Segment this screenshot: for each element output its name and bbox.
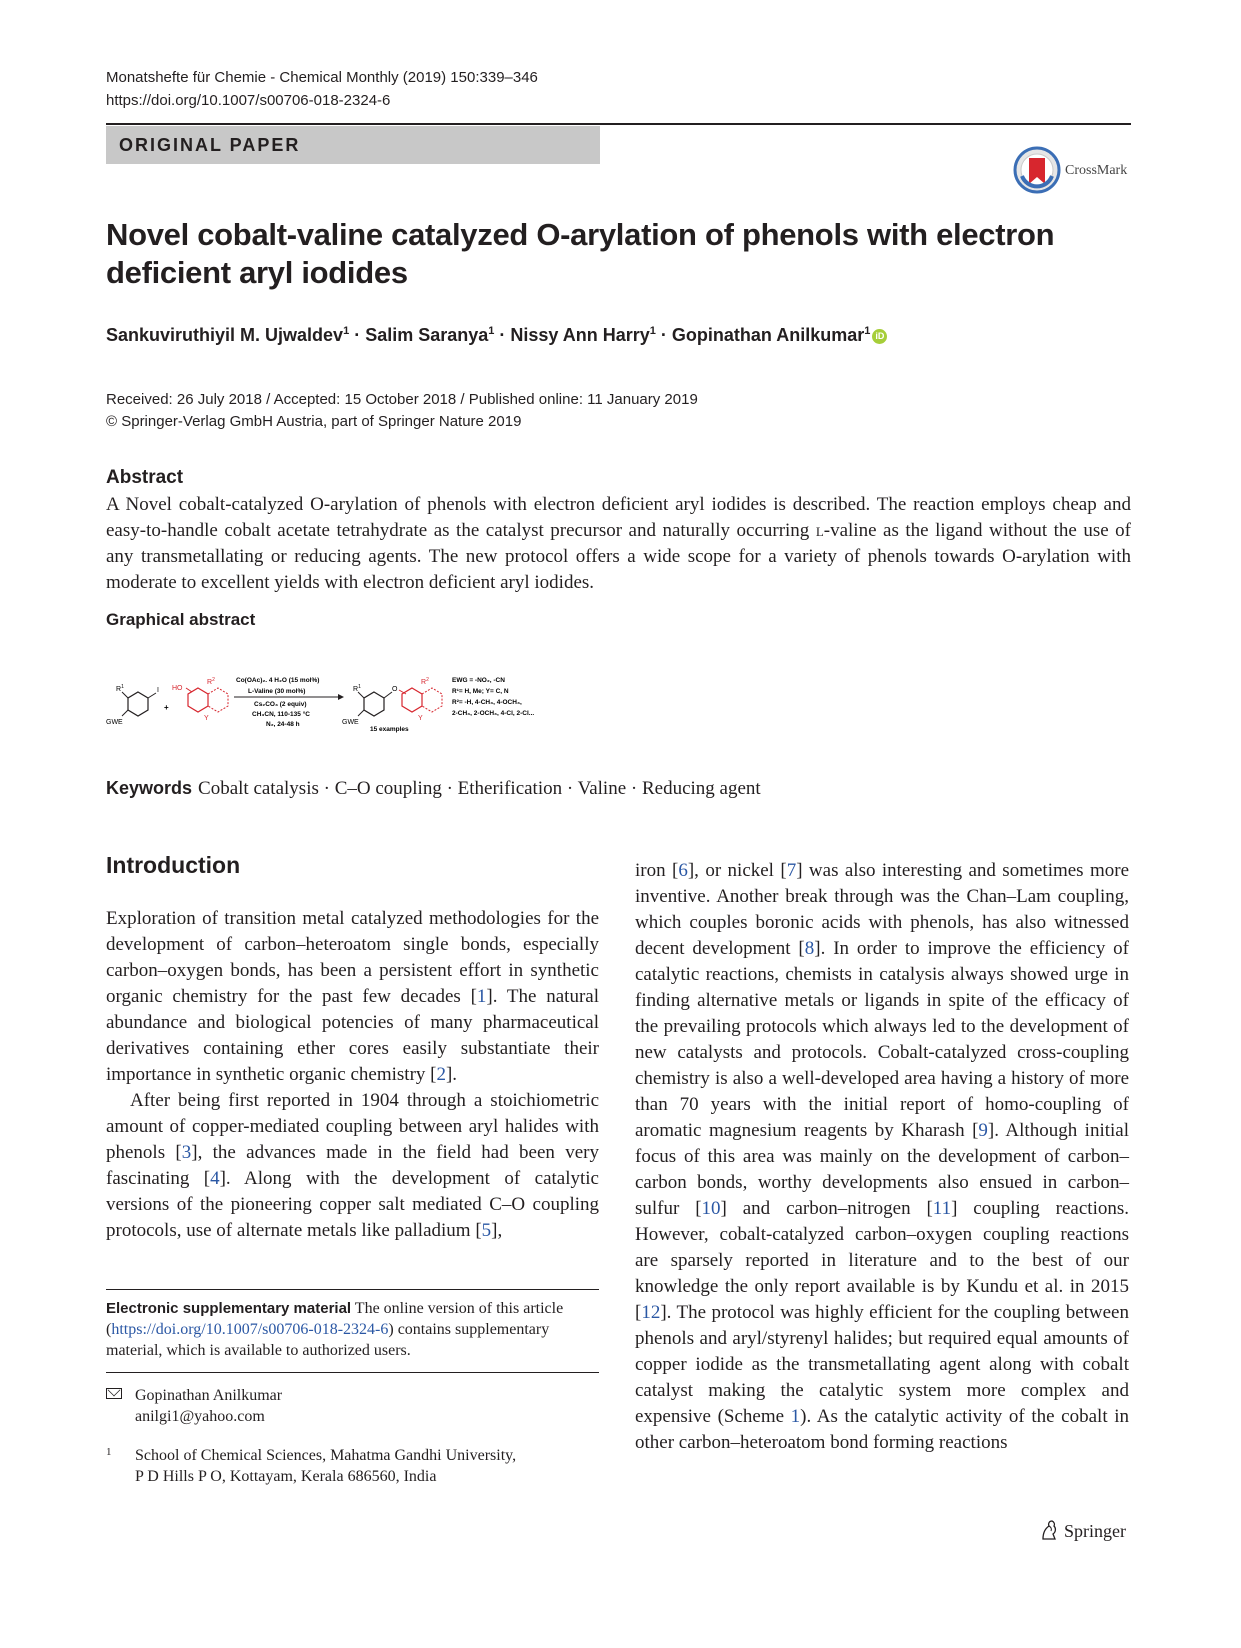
product-phenol-ring [402, 688, 422, 712]
citation-link[interactable]: 5 [481, 1220, 492, 1241]
graphical-abstract-scheme [106, 668, 606, 748]
citation-link[interactable]: 8 [804, 938, 815, 959]
introduction-heading: Introduction [106, 852, 241, 878]
author-name: Gopinathan Anilkumar [671, 325, 865, 345]
citation-link[interactable]: 6 [678, 860, 688, 881]
examples-count: 15 examples [370, 726, 409, 733]
citation-link[interactable]: 7 [786, 860, 797, 881]
author-affiliation: 1 [343, 325, 350, 337]
abstract-part: -valine as the ligand without the use of any transmetallating or reducing agents. The new protocol offers a wide scope for a variety of phenols towards O-arylation with moderate to excellent yields with electron deficient aryl iodides. [106, 520, 1131, 593]
phenol-ring [188, 688, 208, 712]
condition-catalyst: Co(OAc)₂. 4 H₂O (15 mol%) [236, 677, 320, 684]
graphical-abstract-heading: Graphical abstract [106, 610, 256, 629]
section-label: ORIGINAL PAPER [106, 126, 600, 164]
r2-label: $R^2$ [207, 677, 215, 686]
abstract-heading: Abstract [106, 467, 184, 488]
article-dates [106, 389, 698, 433]
abstract-l-prefix: l [815, 520, 824, 541]
condition-atmosphere: N₂, 24-48 h [266, 721, 300, 728]
author-separator: · [349, 325, 366, 345]
paragraph: Exploration of transition metal catalyzed methodologies for the development of carbon–heteroatom single bonds, especially carbon–oxygen bonds, has been a persistent effort in synthetic organic chemistry for the past few decades [1]. The natural abundance and biological potencies of many pharmaceutical derivatives containing ether cores easily substantiate their importance in synthetic organic chemistry [2]. [106, 908, 599, 1085]
header-rule [106, 123, 1131, 125]
citation-link[interactable]: 10 [701, 1198, 721, 1219]
abstract-text [106, 492, 1131, 596]
springer-label: Springer [1064, 1521, 1126, 1541]
esm-text: The online version of this article ( [106, 1300, 564, 1338]
r1-definition: R¹= H, Me; Y= C, N [452, 688, 509, 695]
citation-link[interactable]: 4 [210, 1168, 220, 1189]
r1-label: $R^1$ [116, 684, 124, 693]
author-affiliation: 1 [864, 325, 871, 337]
condition-ligand: L-Valine (30 mol%) [248, 688, 306, 695]
author-affiliation: 1 [649, 325, 656, 337]
esm-link[interactable]: https://doi.org/10.1007/s00706-018-2324-6 [111, 1321, 389, 1338]
scheme-link[interactable]: 1 [790, 1406, 801, 1427]
body-column-left [106, 906, 599, 1244]
author-name: Salim Saranya [365, 325, 489, 345]
crossmark-badge[interactable] [1013, 146, 1133, 196]
r2-definition: R²= -H, 4-CH₃, 4-OCH₃, [452, 699, 522, 706]
keywords-line [106, 778, 761, 800]
crossmark-icon [1013, 146, 1061, 194]
affiliation-line: P D Hills P O, Kottayam, Kerala 686560, India [135, 1468, 437, 1485]
affiliation-line: School of Chemical Sciences, Mahatma Gandhi University, [135, 1447, 517, 1464]
product-gwe-label: GWE [342, 719, 359, 726]
journal-citation: Monatshefte für Chemie - Chemical Monthly (2019) 150:339–346 [106, 69, 538, 86]
citation-link[interactable]: 12 [641, 1302, 661, 1323]
iodo-label: I [157, 687, 159, 694]
footnote-rule [106, 1372, 599, 1373]
author-affiliation: 1 [488, 325, 495, 337]
envelope-icon [106, 1388, 122, 1399]
abstract-part: A Novel cobalt-catalyzed O-arylation of phenols with electron deficient aryl iodides is described. The reaction employs cheap and easy-to-handle cobalt acetate tetrahydrate as the catalyst precursor and naturally occurring [106, 494, 1131, 541]
product-aryl-ring [364, 692, 384, 716]
paragraph: After being first reported in 1904 through a stoichiometric amount of copper-mediated coupling between aryl halides with phenols [3], the advances made in the field had been very fascinating [4]. Along with the development of catalytic versions of the pioneering copper salt mediated C–O coupling protocols, use of alternate metals like palladium [5], [106, 1090, 599, 1241]
gwe-label: GWE [106, 719, 123, 726]
supplementary-note [106, 1298, 599, 1361]
author-name: Nissy Ann Harry [510, 325, 650, 345]
paragraph: iron [6], or nickel [7] was also interesting and sometimes more inventive. Another break through was the Chan–Lam coupling, which couples boronic acids with phenols, has also witnessed decent development [8]. In order to improve the efficiency of catalytic reactions, chemists in catalysis always showed urge in finding alternative metals or ligands in spite of the efficacy of the prevailing protocols which always led to the development of new catalysts and protocols. Cobalt-catalyzed cross-coupling chemistry is also a well-developed area having a history of more than 70 years with the initial report of homo-coupling of aromatic magnesium reagents by Kharash [9]. Although initial focus of this area was mainly on the development of carbon–carbon bonds, worthy developments also ensued in carbon–sulfur [10] and carbon–nitrogen [11] coupling reactions. However, cobalt-catalyzed carbon–oxygen coupling reactions are sparsely reported in literature and to the best of our knowledge the only report available is by Kundu et al. in 2015 [12]. The protocol was highly efficient for the coupling between phenols and aryl/styrenyl halides; but required equal amounts of copper iodide as the transmetallating agent along with cobalt catalyst making the catalytic system more complex and expensive (Scheme 1). As the catalytic activity of the cobalt in other carbon–heteroatom bond forming reactions [635, 860, 1130, 1453]
keywords-list: Cobalt catalysis · C–O coupling · Etherification · Valine · Reducing agent [198, 778, 761, 799]
author-name: Sankuviruthiyil M. Ujwaldev [106, 325, 344, 345]
r2-definition-cont: 2-CH₃, 2-OCH₃, 4-Cl, 2-Cl... [452, 710, 535, 717]
crossmark-label: CrossMark [1065, 163, 1128, 178]
citation-link[interactable]: 1 [476, 986, 487, 1007]
author-list [106, 325, 887, 346]
article-title: Novel cobalt-valine catalyzed O-arylation of phenols with electron deficient aryl iodides [106, 217, 1055, 290]
condition-solvent: CH₃CN, 110-135 °C [252, 711, 310, 718]
phenol-fused-ring [208, 688, 228, 712]
esm-text: ) contains supplementary material, which is available to authorized users. [106, 1321, 550, 1359]
citation-link[interactable]: 3 [181, 1142, 192, 1163]
journal-doi[interactable]: https://doi.org/10.1007/s00706-018-2324-6 [106, 92, 391, 109]
author-separator: · [655, 325, 672, 345]
footnote-rule [106, 1289, 599, 1290]
citation-link[interactable]: 11 [932, 1198, 952, 1219]
esm-label: Electronic supplementary material [106, 1300, 352, 1317]
orcid-icon[interactable]: iD [872, 329, 887, 344]
ho-label: HO [172, 685, 183, 692]
affiliation-number: 1 [106, 1446, 112, 1458]
reaction-arrowhead [338, 694, 344, 700]
corresponding-name: Gopinathan Anilkumar [135, 1387, 283, 1404]
publication-dates: Received: 26 July 2018 / Accepted: 15 October 2018 / Published online: 11 January 2019 [106, 391, 698, 408]
product-y-label: Y [418, 715, 423, 722]
condition-base: Cs₂CO₃ (2 equiv) [254, 701, 307, 708]
corresponding-email[interactable]: anilgi1@yahoo.com [135, 1408, 265, 1425]
body-column-right [635, 858, 1129, 1456]
citation-link[interactable]: 9 [978, 1120, 988, 1141]
plus-sign: + [164, 703, 169, 712]
keywords-label: Keywords [106, 778, 193, 798]
product-fused-ring [422, 688, 442, 712]
author-separator: · [494, 325, 511, 345]
ether-oxygen-label: O [392, 686, 398, 693]
citation-link[interactable]: 2 [436, 1064, 446, 1085]
product-r1-label: $R^1$ [353, 684, 361, 693]
aryl-iodide-ring [128, 692, 148, 716]
ewg-definition: EWG = -NO₂, -CN [452, 677, 505, 684]
journal-header [106, 66, 538, 112]
y-label: Y [204, 715, 209, 722]
springer-horse-icon [1037, 1518, 1061, 1542]
copyright-line: © Springer-Verlag GmbH Austria, part of Springer Nature 2019 [106, 413, 522, 430]
product-r2-label: $R^2$ [421, 677, 429, 686]
